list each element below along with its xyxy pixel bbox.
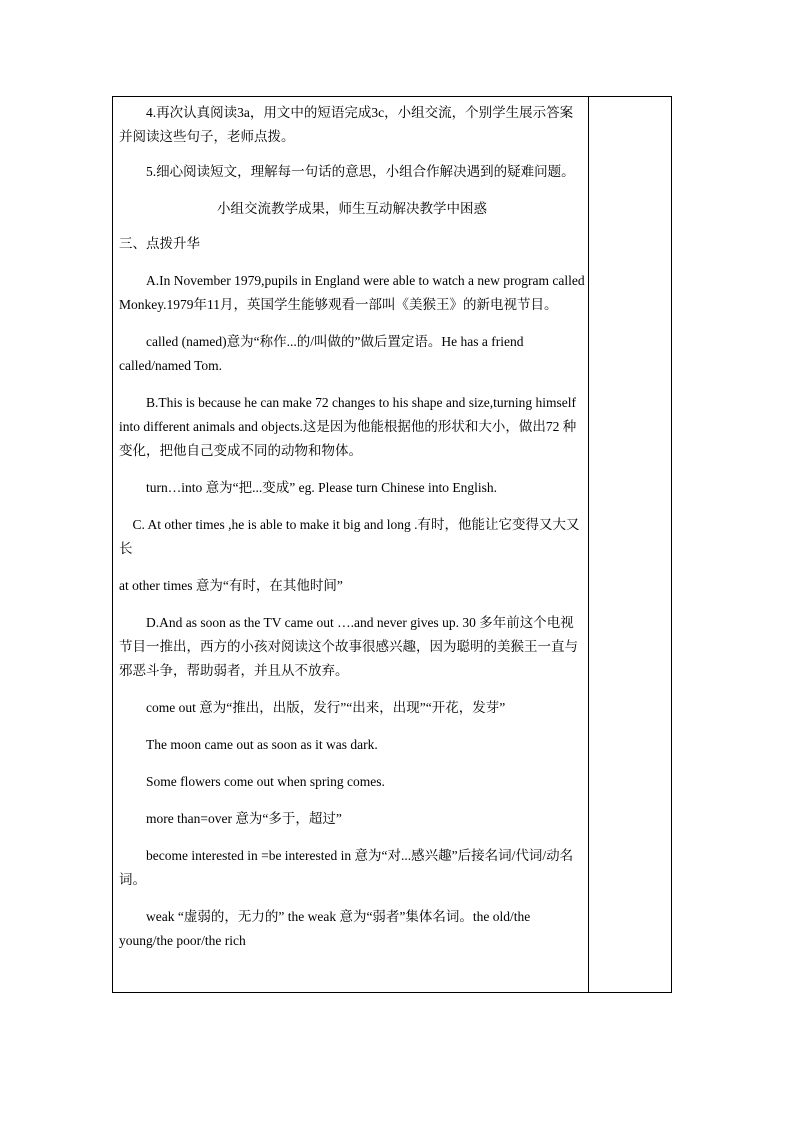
moon-example-paragraph: The moon came out as soon as it was dark. — [146, 737, 378, 752]
notes-cell — [589, 97, 671, 992]
point-d-paragraph: D.And as soon as the TV came out ….and never gives up. 30 多年前这个电视节目一推出，西方的小孩对阅读这个故事很感兴趣，因为聪明的美猴王一直与邪恶斗争，帮助弱者，并且从不放弃。 — [119, 615, 578, 678]
called-named-paragraph: called (named)意为“称作...的/叫做的”做后置定语。He has a friend called/named Tom. — [119, 334, 524, 373]
step-4-paragraph: 4.再次认真阅读3a，用文中的短语完成3c，小组交流，个别学生展示答案并阅读这些句子，老师点拨。 — [119, 105, 574, 144]
step-5-paragraph: 5.细心阅读短文，理解每一句话的意思，小组合作解决遇到的疑难问题。 — [146, 164, 575, 179]
main-content-cell — [119, 101, 585, 953]
group-exchange-paragraph: 小组交流教学成果，师生互动解决教学中困惑 — [217, 201, 487, 216]
point-a-paragraph: A.In November 1979,pupils in England were able to watch a new program called Monkey.1979年11月，英国学生能够观看一部叫《美猴王》的新电视节目。 — [119, 273, 585, 312]
turn-into-paragraph: turn…into 意为“把...变成” eg. Please turn Chinese into English. — [146, 480, 497, 495]
weak-paragraph: weak “虚弱的，无力的” the weak 意为“弱者”集体名词。the old/the young/the poor/the rich — [119, 909, 531, 948]
at-other-times-paragraph: at other times 意为“有时，在其他时间” — [119, 578, 343, 593]
come-out-paragraph: come out 意为“推出，出版，发行”“出来，出现”“开花，发芽” — [146, 700, 506, 715]
become-interested-paragraph: become interested in =be interested in 意为“对...感兴趣”后接名词/代词/动名词。 — [119, 848, 574, 887]
point-c-paragraph: C. At other times ,he is able to make it big and long .有时，他能让它变得又大又长 — [119, 517, 580, 556]
lesson-table — [112, 96, 672, 993]
point-b-paragraph: B.This is because he can make 72 changes to his shape and size,turning himself into different animals and objects.这是因为他能根据他的形状和大小，做出72 种变化，把他自己变成不同的动物和物体。 — [119, 395, 577, 458]
more-than-paragraph: more than=over 意为“多于，超过” — [146, 811, 342, 826]
section-heading: 三、点拨升华 — [119, 236, 200, 251]
flowers-example-paragraph: Some flowers come out when spring comes. — [146, 774, 385, 789]
